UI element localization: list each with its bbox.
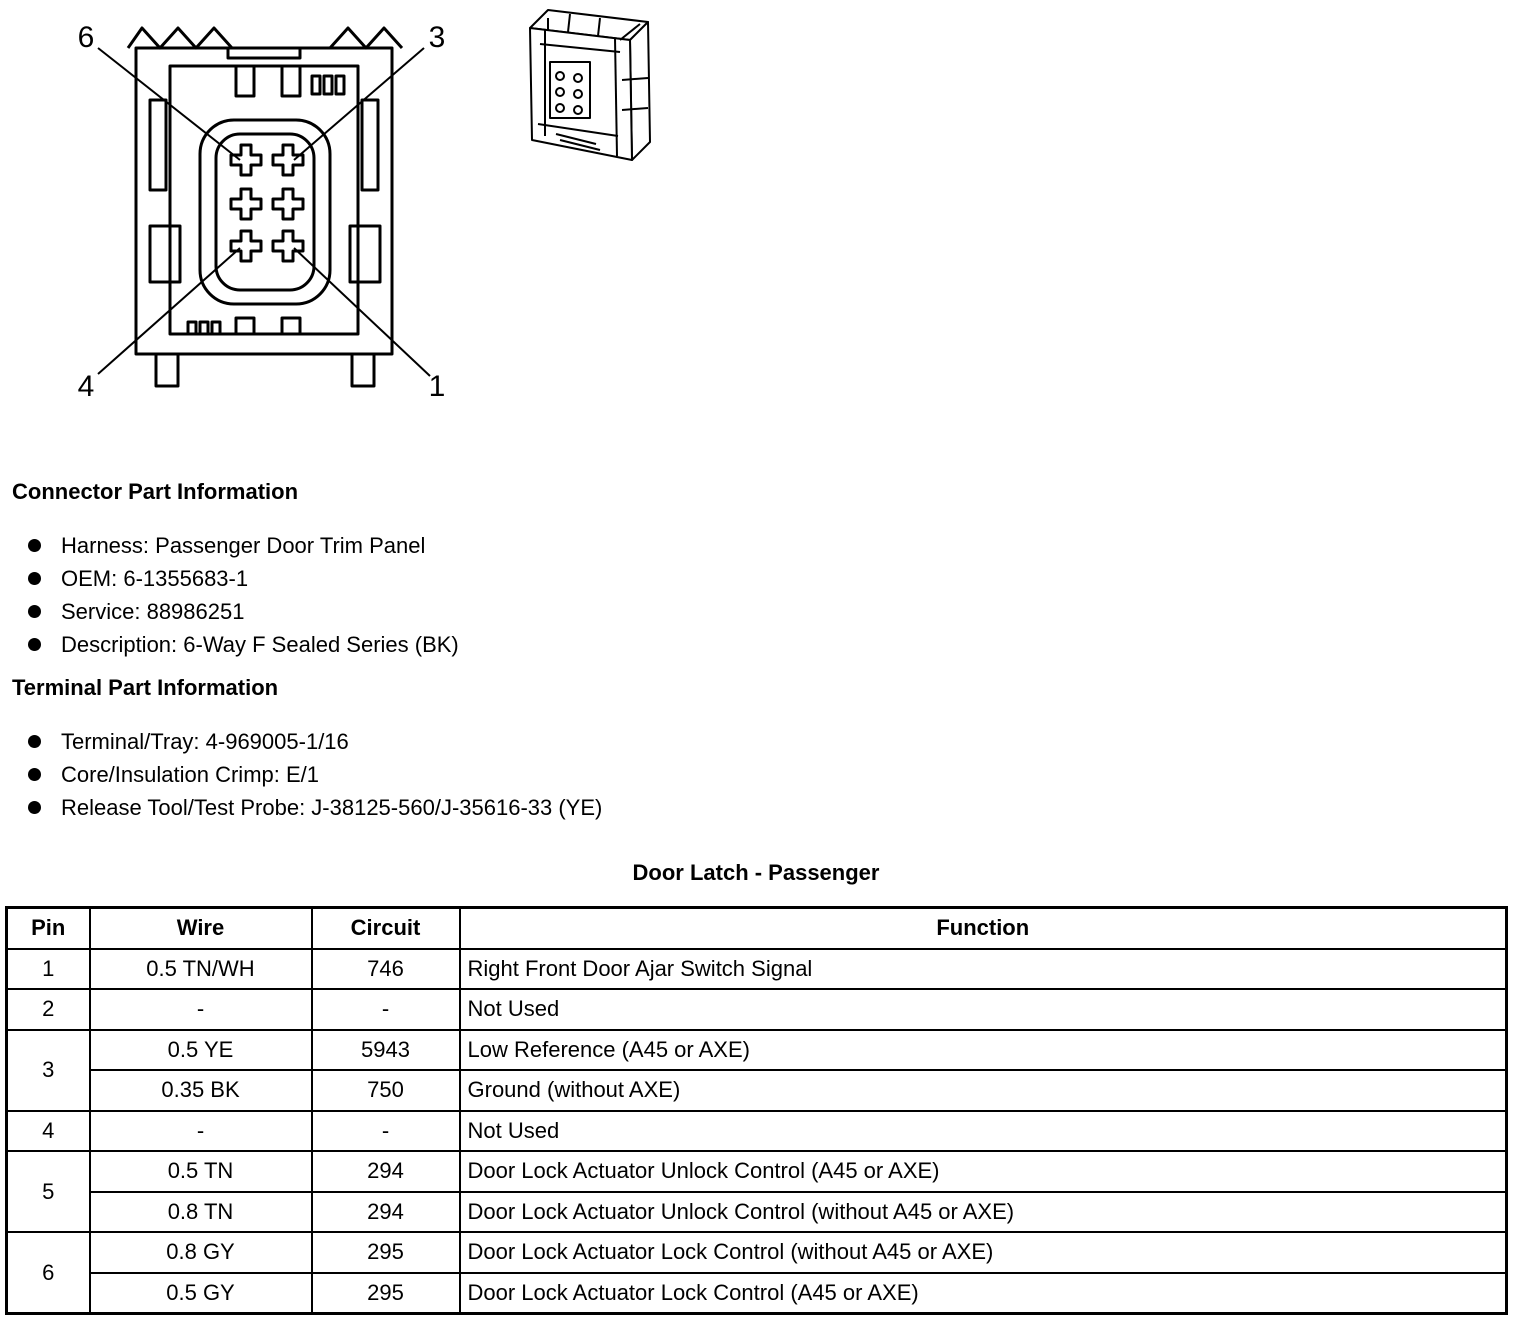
- wire-cell: 0.5 YE: [90, 1030, 312, 1071]
- list-item: Description: 6-Way F Sealed Series (BK): [28, 628, 459, 661]
- function-cell: Door Lock Actuator Unlock Control (without A45 or AXE): [460, 1192, 1507, 1233]
- list-item: Service: 88986251: [28, 595, 459, 628]
- list-item: Core/Insulation Crimp: E/1: [28, 758, 602, 791]
- callout-pin-3: 3: [428, 21, 446, 54]
- wire-cell: 0.8 GY: [90, 1232, 312, 1273]
- function-cell: Right Front Door Ajar Switch Signal: [460, 949, 1507, 990]
- table-header-row: [7, 908, 1507, 949]
- terminal-info-title: Terminal Part Information: [12, 675, 279, 700]
- callout-pin-1: 1: [428, 370, 446, 403]
- bullet-icon: [28, 735, 41, 748]
- connector-foot-left: [156, 354, 178, 386]
- pin-cell: 2: [7, 989, 90, 1030]
- circuit-cell: -: [312, 1111, 460, 1152]
- circuit-cell: 746: [312, 949, 460, 990]
- pin-cell: 3: [7, 1030, 90, 1111]
- function-cell: Door Lock Actuator Lock Control (without A45 or AXE): [460, 1232, 1507, 1273]
- connector-body: [136, 48, 392, 354]
- wire-cell: 0.5 TN: [90, 1151, 312, 1192]
- header-function: Function: [460, 908, 1507, 949]
- circuit-cell: 294: [312, 1151, 460, 1192]
- wire-cell: 0.8 TN: [90, 1192, 312, 1233]
- connector-diagram: [0, 0, 700, 420]
- table-row: [7, 1030, 1507, 1071]
- header-wire: Wire: [90, 908, 312, 949]
- function-cell: Not Used: [460, 989, 1507, 1030]
- list-item: OEM: 6-1355683-1: [28, 562, 459, 595]
- table-row: [7, 1192, 1507, 1233]
- pin-cell: 1: [7, 949, 90, 990]
- table-title: Door Latch - Passenger: [632, 860, 880, 885]
- terminal-cavity-3: [273, 145, 303, 175]
- table-row: [7, 1111, 1507, 1152]
- pin-cell: 6: [7, 1232, 90, 1314]
- wire-cell: 0.5 TN/WH: [90, 949, 312, 990]
- list-item: Release Tool/Test Probe: J-38125-560/J-35616-33 (YE): [28, 791, 602, 824]
- wire-cell: 0.5 GY: [90, 1273, 312, 1314]
- terminal-cavity-6: [231, 145, 261, 175]
- callout-pin-4: 4: [77, 370, 95, 403]
- connector-iso-thumbnail: [530, 10, 650, 160]
- table-row: [7, 989, 1507, 1030]
- wire-cell: 0.35 BK: [90, 1070, 312, 1111]
- function-cell: Ground (without AXE): [460, 1070, 1507, 1111]
- function-cell: Low Reference (A45 or AXE): [460, 1030, 1507, 1071]
- terminal-cavity-1: [273, 231, 303, 261]
- circuit-cell: 5943: [312, 1030, 460, 1071]
- list-item: Harness: Passenger Door Trim Panel: [28, 529, 459, 562]
- function-cell: Door Lock Actuator Unlock Control (A45 or AXE): [460, 1151, 1507, 1192]
- table-row: [7, 1273, 1507, 1314]
- circuit-cell: 294: [312, 1192, 460, 1233]
- table-row: [7, 949, 1507, 990]
- bullet-icon: [28, 539, 41, 552]
- circuit-cell: 295: [312, 1273, 460, 1314]
- bullet-icon: [28, 605, 41, 618]
- table-row: [7, 1232, 1507, 1273]
- terminal-cavity-5: [231, 189, 261, 219]
- table-row: [7, 1151, 1507, 1192]
- callout-pin-6: 6: [77, 21, 95, 54]
- bullet-icon: [28, 768, 41, 781]
- connector-foot-right: [352, 354, 374, 386]
- list-item: Terminal/Tray: 4-969005-1/16: [28, 725, 602, 758]
- bullet-icon: [28, 638, 41, 651]
- connector-top-ridge: [128, 28, 402, 48]
- circuit-cell: 295: [312, 1232, 460, 1273]
- terminal-cavity-4: [231, 231, 261, 261]
- circuit-cell: 750: [312, 1070, 460, 1111]
- bullet-icon: [28, 572, 41, 585]
- wire-cell: -: [90, 1111, 312, 1152]
- terminal-info-list: [28, 725, 602, 824]
- bullet-icon: [28, 801, 41, 814]
- table-row: [7, 1070, 1507, 1111]
- connector-info-list: [28, 529, 459, 661]
- terminal-cavity-2: [273, 189, 303, 219]
- circuit-cell: -: [312, 989, 460, 1030]
- function-cell: Not Used: [460, 1111, 1507, 1152]
- pin-cell: 4: [7, 1111, 90, 1152]
- pinout-table: [5, 906, 1508, 1315]
- header-pin: Pin: [7, 908, 90, 949]
- connector-info-title: Connector Part Information: [12, 479, 299, 504]
- function-cell: Door Lock Actuator Lock Control (A45 or AXE): [460, 1273, 1507, 1314]
- header-circuit: Circuit: [312, 908, 460, 949]
- pin-cell: 5: [7, 1151, 90, 1232]
- leader-line-1: [294, 248, 430, 376]
- wire-cell: -: [90, 989, 312, 1030]
